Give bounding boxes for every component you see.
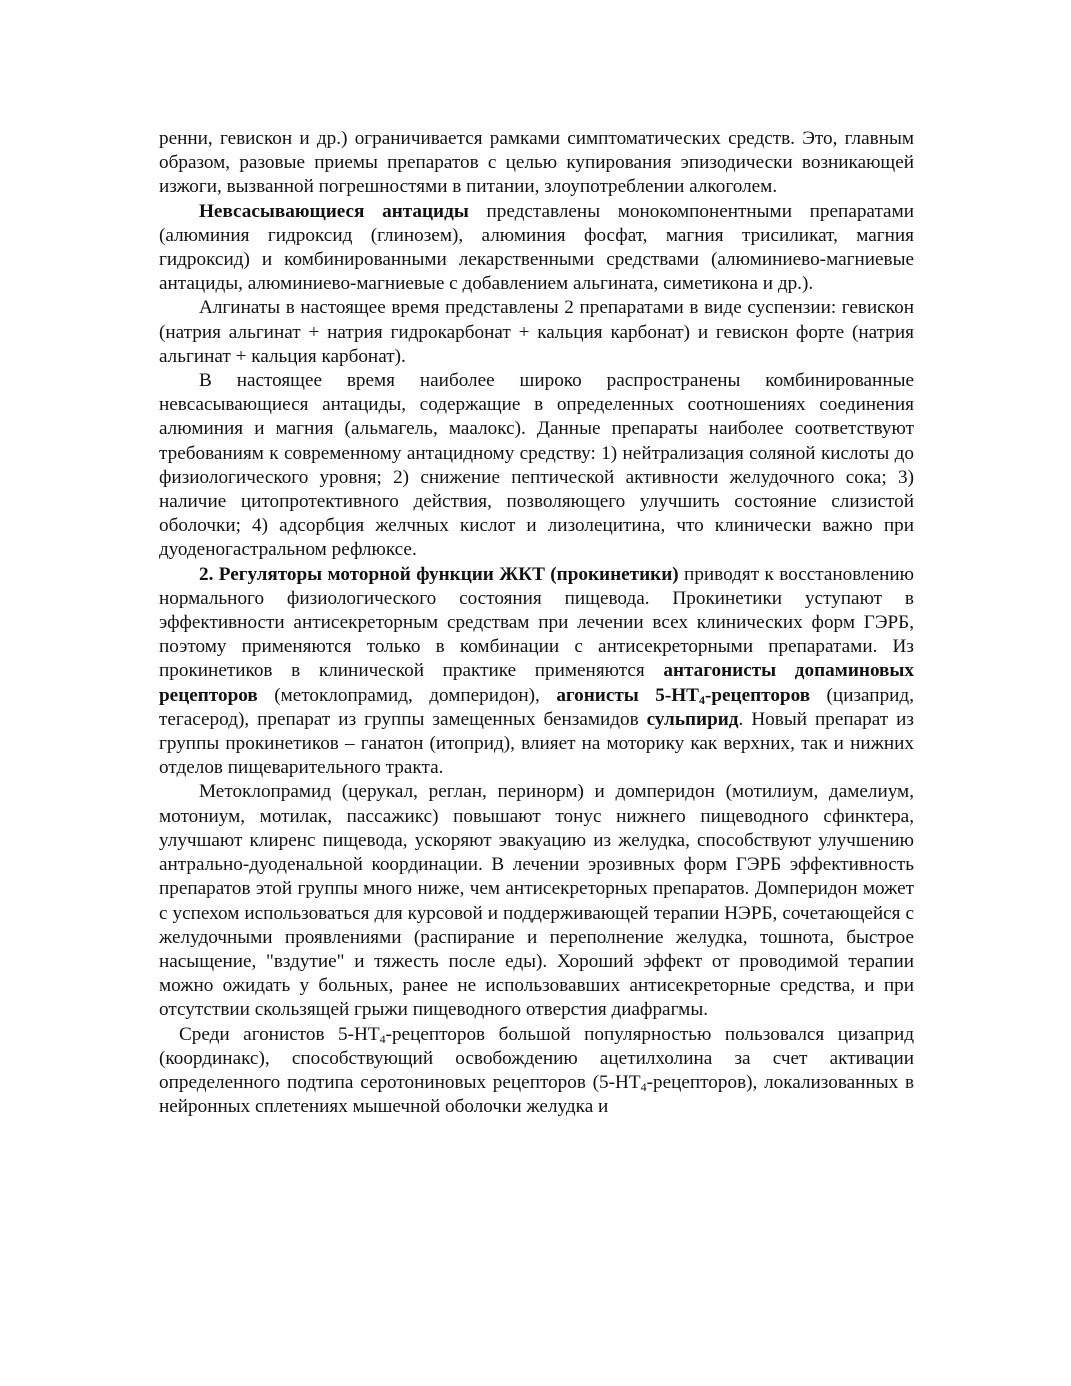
paragraph-7-text-1: Среди агонистов 5-НТ xyxy=(179,1023,380,1045)
paragraph-7-sub-1: 4 xyxy=(379,1031,386,1046)
paragraph-7 xyxy=(159,1023,914,1120)
paragraph-5-text-3: (цизаприд, тегасерод), препарат из группы замещенных бензамидов xyxy=(159,684,914,730)
paragraph-5-text-4: . Новый препарат из группы прокинетиков – ганатон (итоприд), влияет на моторику как верхних, так и нижних отделов пищеварительного тракта. xyxy=(159,708,914,779)
paragraph-3 xyxy=(159,296,914,369)
paragraph-4-text: В настоящее время наиболее широко распространены комбинированные невсасывающиеся антациды, содержащие в определенных соотношениях соединения алюминия и магния (альмагель, маалокс). Данные препараты наиболее соответствуют требованиям к современному антацидному средству: 1) нейтрализация соляной кислоты до физиологического уровня; 2) снижение пептической активности желудочного сока; 3) наличие цитопротективного действия, позволяющего улучшить состояние слизистой оболочки; 4) адсорбция желчных кислот и лизолецитина, что клинически важно при дуоденогастральном рефлюксе. xyxy=(159,370,914,561)
paragraph-6-text: Метоклопрамид (церукал, реглан, перинорм) и домперидон (мотилиум, дамелиум, мотониум, мотилак, пассажикс) повышают тонус нижнего пищеводного сфинктера, улучшают клиренс пищевода, ускоряют эвакуацию из желудка, способствуют улучшению антрально-дуоденальной координации. В лечении эрозивных форм ГЭРБ эффективность препаратов этой группы много ниже, чем антисекреторных препаратов. Домперидон может с успехом использоваться для курсовой и поддерживающей терапии НЭРБ, сочетающейся с желудочными проявлениями (распирание и переполнение желудка, тошнота, быстрое насыщение, "вздутие" и тяжесть после еды). Хороший эффект от проводимой терапии можно ожидать у больных, ранее не использовавших антисекреторные средства, и при отсутствии скользящей грыжи пищеводного отверстия диафрагмы. xyxy=(159,781,914,1021)
paragraph-1-text: ренни, гевискон и др.) ограничивается рамками симптоматических средств. Это, главным образом, разовые приемы препаратов с целью купирования эпизодически возникающей изжоги, вызванной погрешностями в питании, злоупотреблении алкоголем. xyxy=(159,128,914,198)
paragraph-6 xyxy=(159,780,914,1022)
paragraph-2-text: представлены монокомпонентными препаратами (алюминия гидроксид (глинозем), алюминия фосфат, магния трисиликат, магния гидроксид) и комбинированными лекарственными средствами (алюминиево-магниевые антациды, алюминиево-магниевые с добавлением альгината, симетикона и др.). xyxy=(159,200,914,295)
paragraph-7-text-2: -рецепторов большой популярностью пользовался цизаприд (координакс), способствующий освобождению ацетилхолина за счет активации определенного подтипа серотониновых рецепторов (5-НТ xyxy=(159,1023,915,1093)
paragraph-2-bold: Невсасывающиеся антациды xyxy=(199,200,469,222)
paragraph-4 xyxy=(159,369,914,563)
paragraph-5-text-2: (метоклопрамид, домперидон), xyxy=(257,684,557,706)
paragraph-5-term-sulpiride: сульпирид xyxy=(646,708,739,730)
paragraph-5-term-antagonists: антагонисты допаминовых рецепторов xyxy=(159,660,914,706)
paragraph-2 xyxy=(159,200,914,297)
paragraph-1 xyxy=(159,127,914,200)
paragraph-5-term-agonists-b: -рецепторов xyxy=(704,684,811,706)
paragraph-5-heading: 2. Регуляторы моторной функции ЖКТ (прокинетики) xyxy=(199,563,679,585)
paragraph-5 xyxy=(159,563,914,781)
document-page xyxy=(159,127,914,1119)
paragraph-5-term-agonists xyxy=(556,685,810,706)
paragraph-5-term-agonists-sub: 4 xyxy=(698,692,705,707)
paragraph-5-term-agonists-a: агонисты 5-НТ xyxy=(556,684,699,706)
paragraph-3-text: Алгинаты в настоящее время представлены 2 препаратами в виде суспензии: гевискон (натрия альгинат + натрия гидрокарбонат + кальция карбонат) и гевискон форте (натрия альгинат + кальция карбонат). xyxy=(159,297,914,367)
paragraph-7-sub-2: 4 xyxy=(640,1079,647,1094)
paragraph-5-text-1: приводят к восстановлению нормального физиологического состояния пищевода. Прокинетики уступают в эффективности антисекреторным средствам при лечении всех клинических форм ГЭРБ, поэтому применяются только в комбинации с антисекреторными препаратами. Из прокинетиков в клинической практике применяются xyxy=(159,563,914,682)
paragraph-7-text-3: -рецепторов), локализованных в нейронных сплетениях мышечной оболочки желудка и xyxy=(159,1071,915,1118)
